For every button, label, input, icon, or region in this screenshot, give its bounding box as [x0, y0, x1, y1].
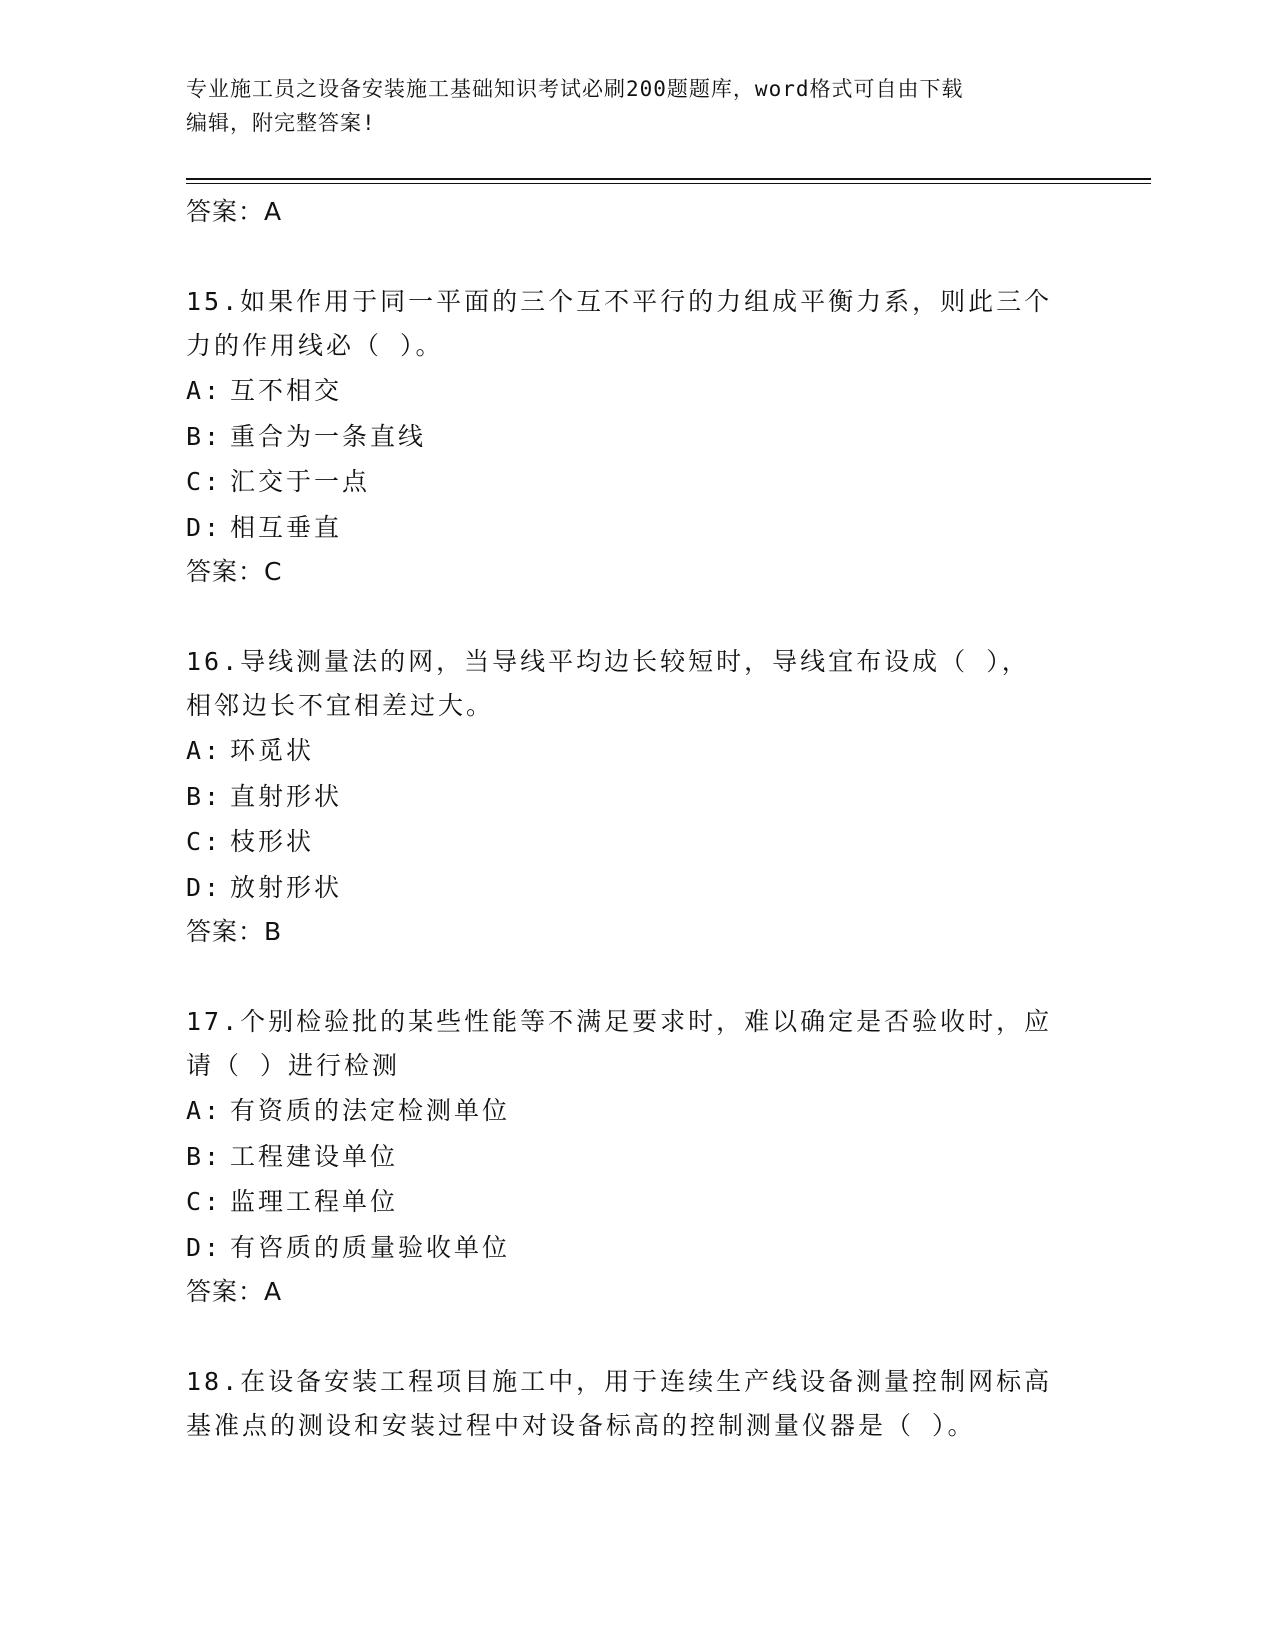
question-text — [186, 1360, 1086, 1448]
option-c: C: 监理工程单位 — [186, 1187, 399, 1216]
question-block — [186, 1000, 1086, 1314]
option-b: B: 直射形状 — [186, 781, 343, 811]
question-text-line: 请（ ）进行检测 — [186, 1051, 401, 1080]
option-d: D: 相互垂直 — [186, 512, 343, 542]
question-text-line: 18.在设备安装工程项目施工中，用于连续生产线设备测量控制网标高 — [186, 1367, 1053, 1396]
question-block — [186, 1360, 1086, 1448]
question-text-line: 15.如果作用于同一平面的三个互不平行的力组成平衡力系，则此三个 — [186, 287, 1053, 316]
document-header — [186, 72, 1066, 140]
header-divider — [186, 178, 1151, 180]
option-a: A: 环觅状 — [186, 736, 315, 765]
option-c: C: 枝形状 — [186, 827, 315, 856]
question-text-line: 基准点的测设和安装过程中对设备标高的控制测量仪器是（ ）。 — [186, 1411, 976, 1440]
option-b: B: 重合为一条直线 — [186, 421, 427, 451]
header-line-2: 编辑，附完整答案! — [186, 111, 376, 135]
answer-label: 答案：B — [186, 917, 283, 946]
option-b: B: 工程建设单位 — [186, 1141, 399, 1171]
question-text-line: 相邻边长不宜相差过大。 — [186, 691, 495, 720]
question-block — [186, 280, 1086, 594]
option-d: D: 有咨质的质量验收单位 — [186, 1232, 511, 1262]
answer-label: 答案：A — [186, 1277, 283, 1306]
option-a: A: 互不相交 — [186, 376, 343, 405]
answer-label: 答案：C — [186, 557, 283, 586]
header-divider-thin — [186, 183, 1151, 184]
question-text — [186, 280, 1086, 368]
option-d: D: 放射形状 — [186, 872, 343, 902]
option-a: A: 有资质的法定检测单位 — [186, 1096, 511, 1125]
question-text — [186, 640, 1086, 728]
answer-label: 答案：A — [186, 197, 283, 226]
option-c: C: 汇交于一点 — [186, 467, 371, 496]
question-text — [186, 1000, 1086, 1088]
header-line-1: 专业施工员之设备安装施工基础知识考试必刷200题题库，word格式可自由下载 — [186, 77, 964, 101]
question-block — [186, 640, 1086, 954]
question-text-line: 力的作用线必（ ）。 — [186, 331, 444, 360]
question-text-line: 17.个别检验批的某些性能等不满足要求时，难以确定是否验收时，应 — [186, 1007, 1053, 1036]
question-text-line: 16.导线测量法的网，当导线平均边长较短时，导线宜布设成（ ）， — [186, 647, 1030, 676]
question-list — [186, 190, 1086, 1448]
